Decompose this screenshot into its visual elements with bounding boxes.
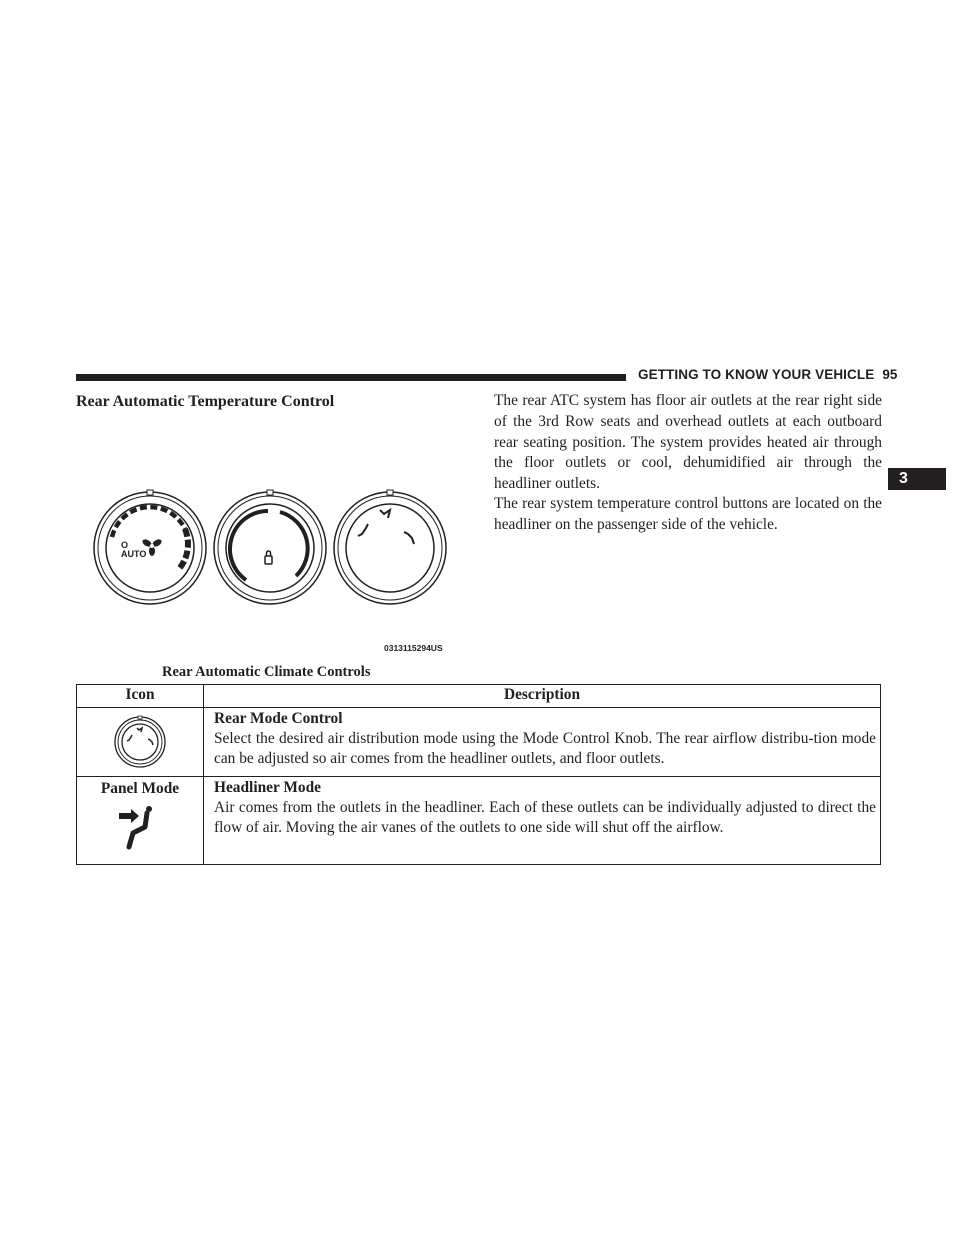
running-title: GETTING TO KNOW YOUR VEHICLE [638, 367, 875, 382]
climate-controls-figure [90, 488, 450, 608]
table-row [77, 708, 881, 777]
panel-mode-icon [358, 510, 414, 544]
figure-code: 0313115294US [384, 643, 443, 653]
table-row [77, 777, 881, 865]
description-cell [204, 708, 881, 777]
mode-control-knob-icon [113, 715, 167, 769]
row-title: Rear Mode Control [214, 710, 343, 727]
icon-label: Panel Mode [100, 780, 180, 797]
knob-auto-label: AUTO [121, 549, 147, 559]
icon-column-header: Icon [77, 685, 204, 708]
description-column-header: Description [204, 685, 881, 708]
page-number: 95 [882, 367, 898, 382]
knob-off-label: O [121, 540, 129, 550]
lock-icon [265, 551, 272, 564]
description-cell [204, 777, 881, 865]
mode-description-table [76, 684, 881, 865]
paragraph: The rear system temperature control buttons are located on the headliner on the passenger side of the vehicle. [494, 495, 882, 533]
header-rule [76, 374, 626, 381]
chapter-tab: 3 [888, 468, 946, 490]
panel-mode-icon [115, 803, 165, 853]
section-title: Rear Automatic Temperature Control [76, 393, 335, 410]
blower-knob-illustration [94, 490, 206, 604]
table-header-row [77, 685, 881, 708]
row-body: Select the desired air distribution mode using the Mode Control Knob. The rear airflow distribu-tion mode can be adjusted so air comes from the headliner outlets, and floor outlets. [214, 730, 876, 767]
figure-caption: Rear Automatic Climate Controls [162, 664, 371, 680]
icon-cell [77, 777, 204, 865]
paragraph: The rear ATC system has floor air outlets at the rear right side of the 3rd Row seats and overhead outlets at each outboard rear seating position. The system provides heated air through the floor outlets or cool, dehumidified air through the headliner outlets. [494, 392, 882, 493]
row-title: Headliner Mode [214, 779, 322, 796]
running-header [638, 367, 898, 382]
body-column-paragraph-1 [494, 391, 882, 495]
row-body: Air comes from the outlets in the headliner. Each of these outlets can be individually adjusted to direct the flow of air. Moving the air vanes of the outlets to one side will shut off the airflow. [214, 799, 876, 836]
body-column-paragraph-2 [494, 494, 882, 536]
temperature-knob-illustration [214, 490, 326, 604]
icon-cell [77, 708, 204, 777]
mode-knob-illustration [334, 490, 446, 604]
